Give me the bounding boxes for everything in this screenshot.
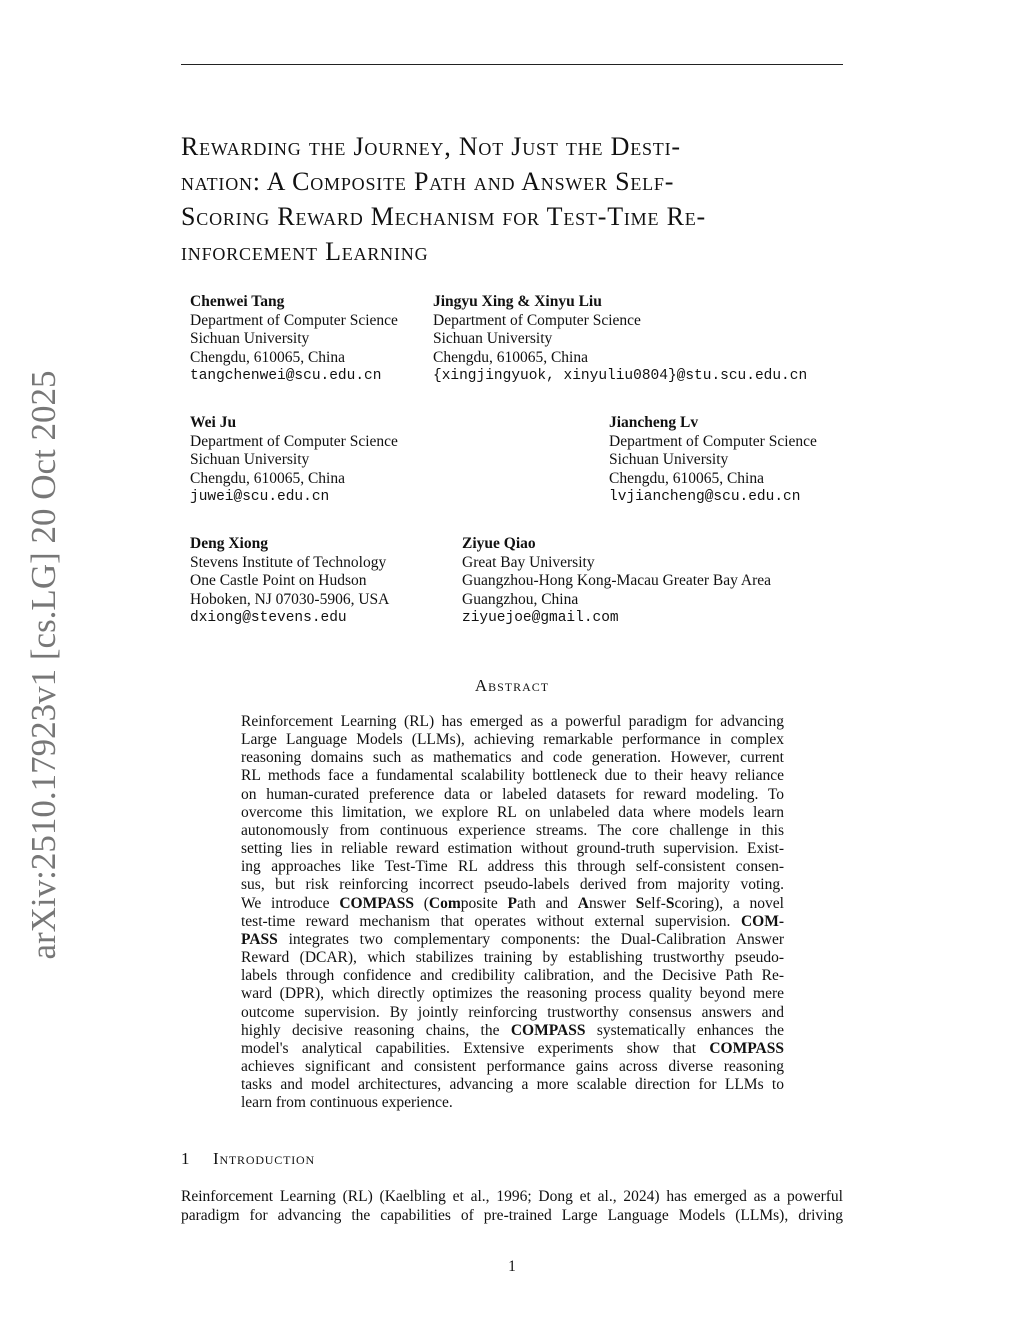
author-affiliation: Department of Computer Science (190, 311, 398, 329)
abstract-line: Reinforcement Learning (RL) has emerged as a powerful paradigm for advancing (241, 713, 784, 730)
title-line: inforcement Learning (181, 237, 429, 266)
author-name: Ziyue Qiao (462, 535, 536, 552)
abstract-line: achieves significant and consistent performance gains across diverse reasoning (241, 1057, 784, 1075)
paper-title (181, 129, 843, 269)
author-email: dxiong@stevens.edu (190, 610, 347, 626)
introduction-line: paradigm for advancing the capabilities of pre-trained Large Language Models (LLMs), driving (181, 1206, 843, 1224)
abstract-line: tasks and model architectures, advancing a more scalable direction for LLMs to (241, 1076, 784, 1094)
author-block (433, 293, 807, 386)
author-affiliation: Department of Computer Science (433, 311, 641, 329)
author-affiliation: Department of Computer Science (609, 432, 817, 450)
abstract-line: highly decisive reasoning chains, the COMPASS systematically enhances the (241, 1021, 784, 1039)
author-address: Chengdu, 610065, China (190, 469, 345, 487)
author-block (190, 293, 398, 386)
abstract-line: sus, but risk reinforcing incorrect pseudo-labels derived from majority voting. (241, 876, 784, 894)
abstract-line: autonomously from continuous experience streams. The core challenge in this (241, 821, 784, 839)
abstract-line: ward (DPR), which directly optimizes the reasoning process quality beyond mere (241, 985, 784, 1003)
author-email: ziyuejoe@gmail.com (462, 610, 619, 626)
abstract-text (241, 713, 784, 1112)
title-line: Scoring Reward Mechanism for Test-Time Re- (181, 202, 706, 231)
abstract-line: RL methods face a fundamental scalability bottleneck due to their heavy reliance (241, 767, 784, 785)
author-email: juwei@scu.edu.cn (190, 489, 330, 505)
author-name: Jiancheng Lv (609, 414, 699, 431)
author-name: Deng Xiong (190, 535, 268, 552)
abstract-line: Reward (DCAR), which stabilizes training by establishing trustworthy pseudo- (241, 949, 784, 967)
author-affiliation: Department of Computer Science (190, 432, 398, 450)
abstract-line: overcome this limitation, we explore RL on unlabeled data where models learn (241, 803, 784, 821)
abstract-line: We introduce COMPASS (Composite Path and Answer Self-Scoring), a novel (241, 894, 784, 912)
author-name: Jingyu Xing & Xinyu Liu (433, 293, 602, 310)
author-address: Hoboken, NJ 07030-5906, USA (190, 590, 390, 608)
title-line: Rewarding the Journey, Not Just the Desti- (181, 132, 681, 161)
abstract-line: test-time reward mechanism that operates without external supervision. COM- (241, 912, 784, 930)
author-affiliation: Stevens Institute of Technology (190, 553, 387, 571)
author-affiliation: Sichuan University (609, 451, 729, 468)
abstract-line: model's analytical capabilities. Extensive experiments show that COMPASS (241, 1039, 784, 1057)
section-number: 1 (181, 1149, 190, 1168)
author-email: tangchenwei@scu.edu.cn (190, 368, 382, 384)
author-address: Guangzhou-Hong Kong-Macau Greater Bay Area (462, 572, 772, 589)
author-block (190, 414, 398, 507)
abstract-line: on human-curated preference data or labeled datasets for reward modeling. To (241, 785, 784, 803)
title-rule (181, 64, 843, 65)
author-address: One Castle Point on Hudson (190, 572, 367, 589)
author-name: Wei Ju (190, 414, 237, 431)
introduction-text (181, 1188, 843, 1225)
author-block (462, 535, 771, 628)
abstract-line: ing approaches like Test-Time RL address this through self-consistent consen- (241, 858, 784, 876)
author-affiliation: Sichuan University (433, 330, 553, 347)
introduction-line: Reinforcement Learning (RL) (Kaelbling et al., 1996; Dong et al., 2024) has emerged as a powerful (181, 1188, 843, 1205)
arxiv-identifier: arXiv:2510.17923v1 [cs.LG] 20 Oct 2025 (24, 370, 63, 960)
author-block (190, 535, 389, 628)
author-email: lvjiancheng@scu.edu.cn (609, 489, 801, 505)
abstract-heading: Abstract (474, 676, 550, 695)
abstract-line: reasoning domains such as mathematics and code generation. However, current (241, 749, 784, 767)
author-address: Chengdu, 610065, China (433, 348, 588, 366)
author-affiliation: Sichuan University (190, 451, 310, 468)
abstract-line: Large Language Models (LLMs), achieving remarkable performance in complex (241, 731, 784, 749)
author-affiliation: Sichuan University (190, 330, 310, 347)
abstract-line: outcome supervision. By jointly reinforcing trustworthy consensus answers and (241, 1003, 784, 1021)
title-line: nation: A Composite Path and Answer Self- (181, 167, 675, 196)
abstract-line: setting lies in reliable reward estimation without ground-truth supervision. Exist- (241, 840, 784, 858)
abstract-line: labels through confidence and credibility calibration, and the Decisive Path Re- (241, 967, 784, 985)
author-name: Chenwei Tang (190, 293, 285, 310)
abstract-line: PASS integrates two complementary components: the Dual-Calibration Answer (241, 930, 784, 948)
page-number: 1 (508, 1258, 516, 1275)
section-heading-introduction (181, 1149, 315, 1169)
abstract-line: learn from continuous experience. (241, 1094, 453, 1112)
author-block (609, 414, 817, 507)
author-affiliation: Great Bay University (462, 553, 595, 571)
section-title: Introduction (213, 1149, 315, 1168)
author-email: {xingjingyuok, xinyuliu0804}@stu.scu.edu.cn (433, 368, 808, 384)
author-address: Chengdu, 610065, China (609, 469, 764, 487)
author-address: Guangzhou, China (462, 590, 579, 608)
author-address: Chengdu, 610065, China (190, 348, 345, 366)
